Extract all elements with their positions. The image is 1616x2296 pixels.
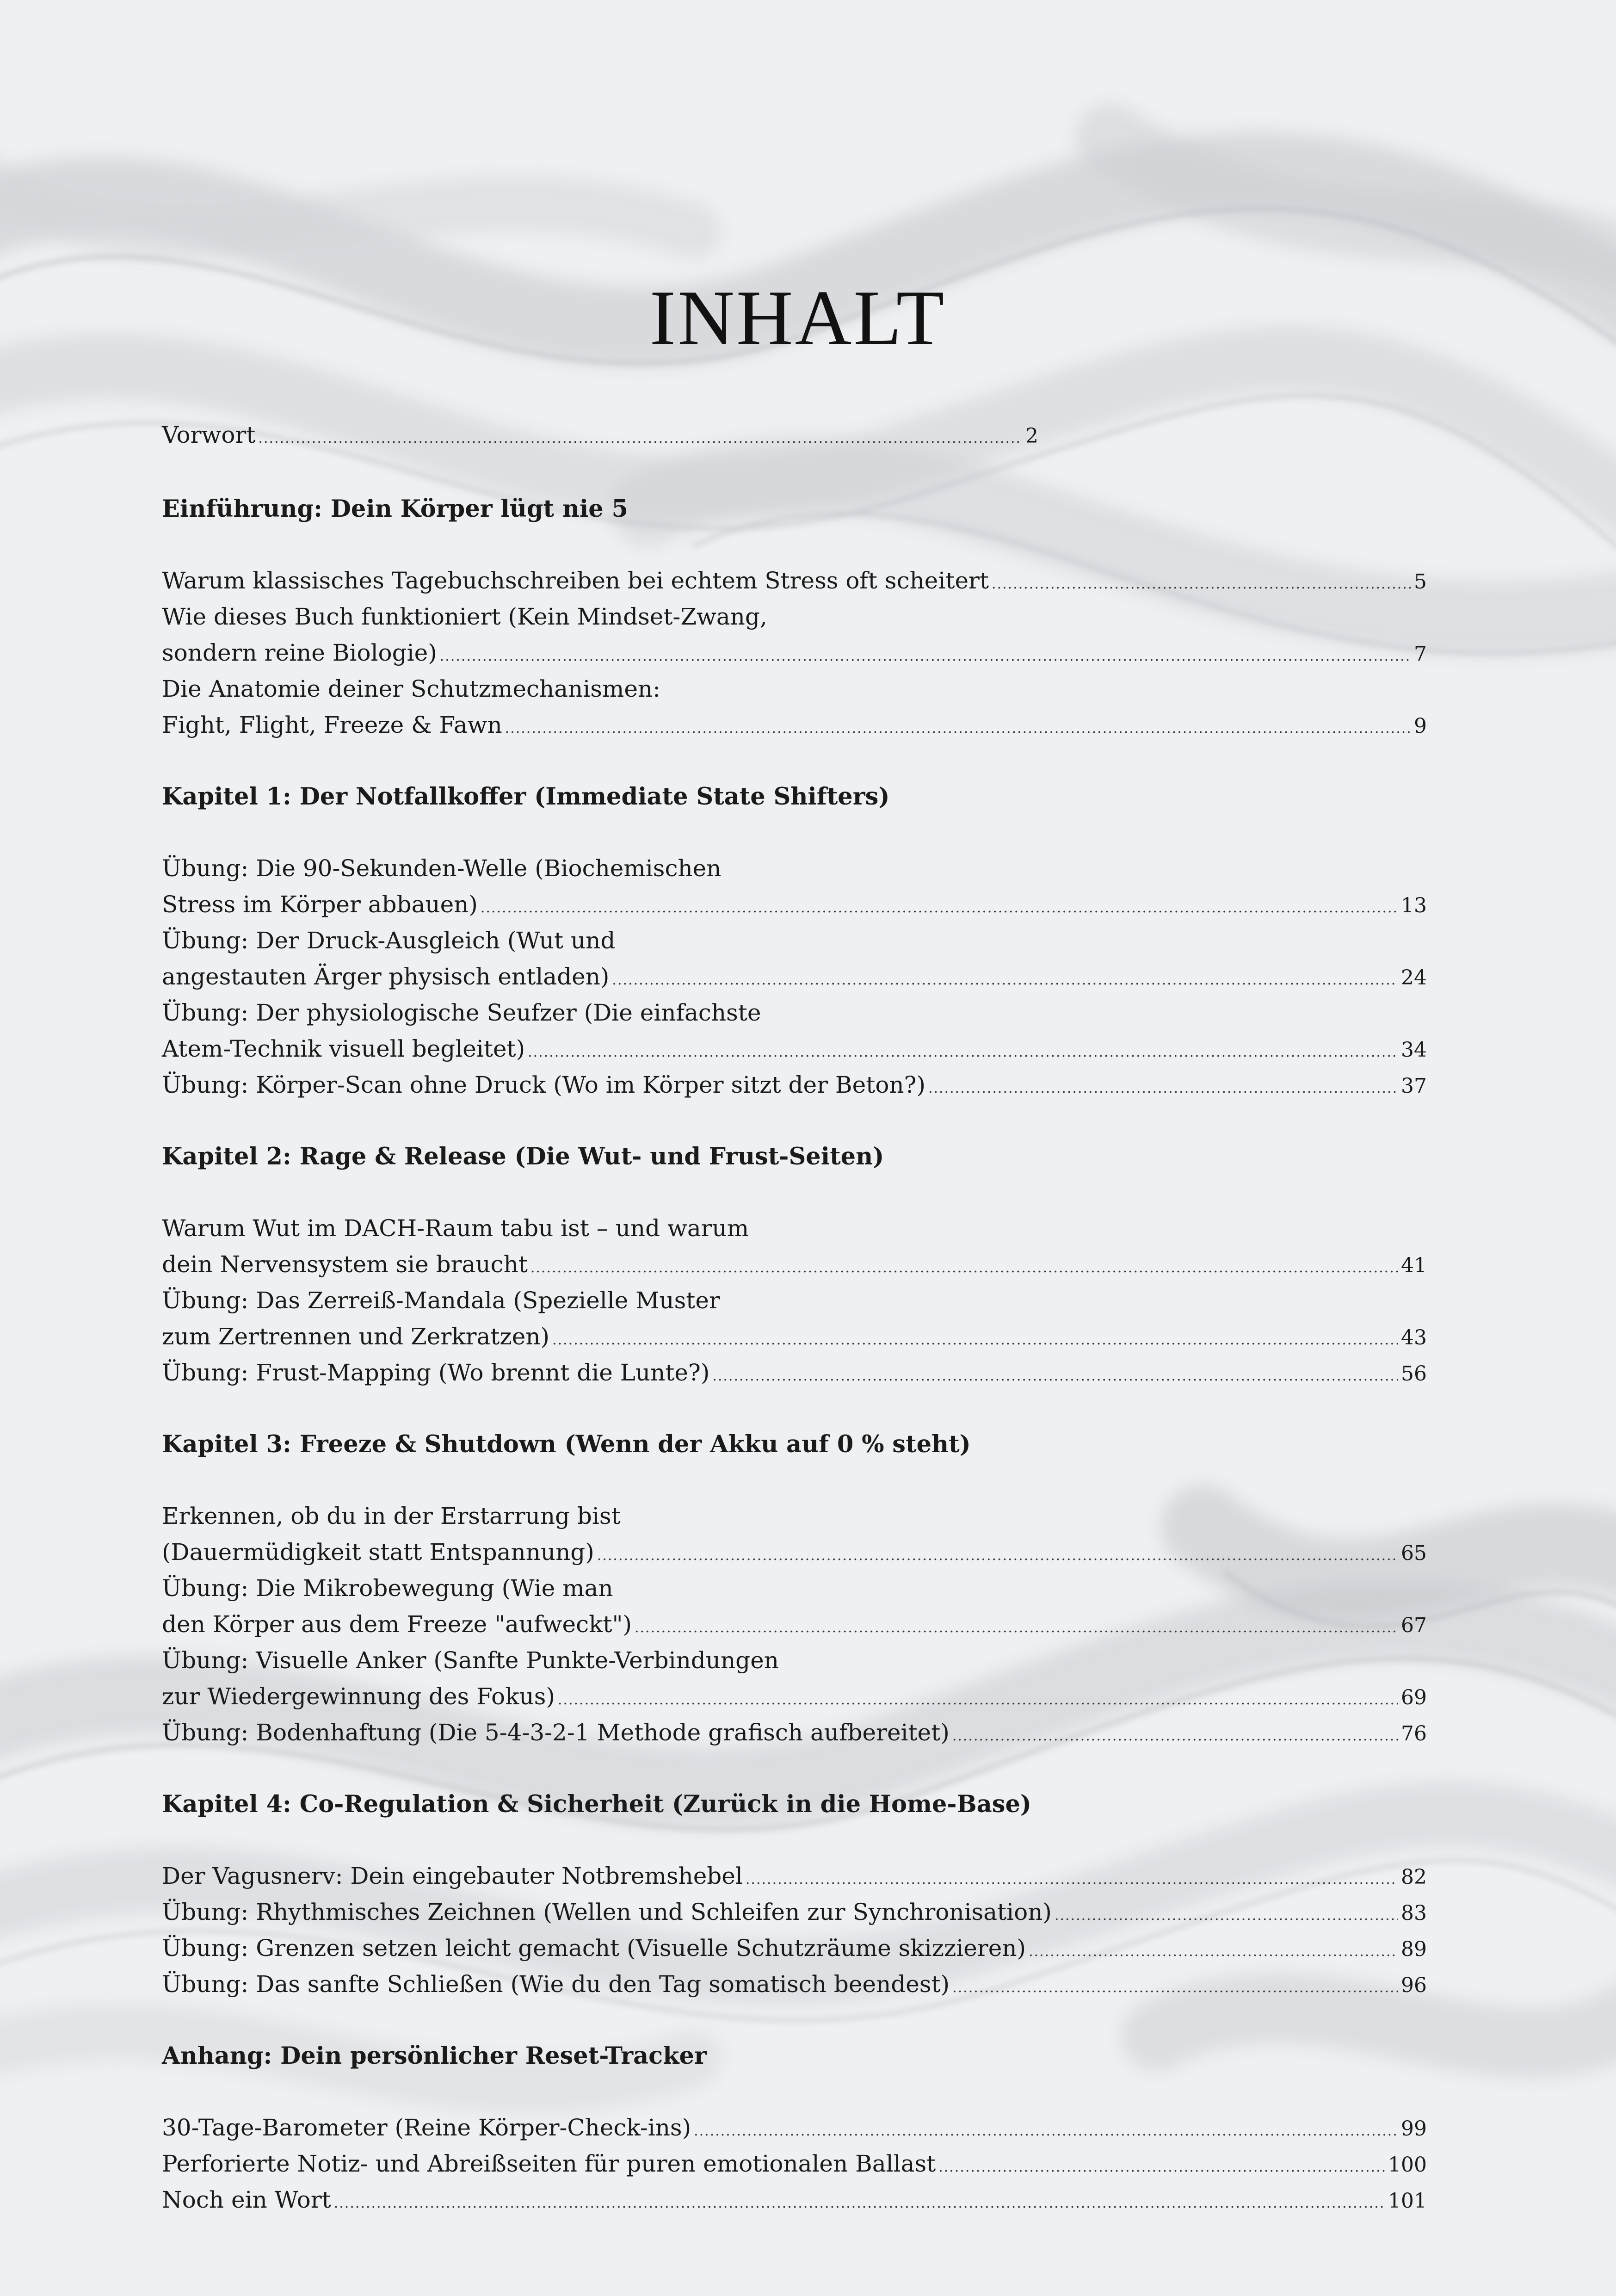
toc-entry — [162, 1680, 1427, 1713]
toc-page-number: 9 — [1414, 714, 1427, 738]
toc-entry-line: Übung: Der Druck-Ausgleich (Wut und — [162, 927, 616, 954]
toc-section-heading: Kapitel 3: Freeze & Shutdown (Wenn der Akku auf 0 % steht) — [162, 1430, 971, 1458]
dot-leader — [694, 2115, 1398, 2147]
toc-page-number: 83 — [1401, 1901, 1427, 1925]
toc-entry-title: Übung: Körper-Scan ohne Druck (Wo im Körper sitzt der Beton?) — [162, 1071, 925, 1098]
toc-entry — [162, 1069, 1427, 1101]
toc-page-number: 100 — [1388, 2153, 1427, 2177]
toc-entry-title: Noch ein Wort — [162, 2186, 331, 2213]
toc-entry — [162, 1932, 1427, 1964]
toc-entry-title: Stress im Körper abbauen) — [162, 891, 478, 918]
dot-leader — [712, 1360, 1398, 1392]
toc-entry — [162, 1860, 1427, 1892]
dot-leader — [440, 640, 1411, 673]
dot-leader — [746, 1863, 1398, 1896]
toc-entry-title: zum Zertrennen und Zerkratzen) — [162, 1323, 550, 1350]
toc-entry — [162, 1356, 1427, 1389]
dot-leader — [1029, 1936, 1398, 1968]
toc-entry-title: (Dauermüdigkeit statt Entspannung) — [162, 1539, 594, 1566]
toc-page-number: 96 — [1401, 1974, 1427, 1997]
toc-page-number: 2 — [1025, 424, 1038, 448]
toc-page-number: 67 — [1401, 1614, 1427, 1637]
toc-entry-line: Übung: Visuelle Anker (Sanfte Punkte-Verbindungen — [162, 1647, 779, 1674]
toc-entry — [162, 2184, 1427, 2216]
toc-entry — [162, 1033, 1427, 1065]
toc-page-number: 76 — [1401, 1722, 1427, 1745]
toc-entry-title: Übung: Rhythmisches Zeichnen (Wellen und Schleifen zur Synchronisation) — [162, 1899, 1052, 1925]
toc-page-number: 41 — [1401, 1254, 1427, 1277]
toc-page-number: 82 — [1401, 1865, 1427, 1889]
toc-entry-line: Übung: Das Zerreiß-Mandala (Spezielle Muster — [162, 1287, 720, 1314]
toc-entry — [162, 960, 1427, 993]
dot-leader — [530, 1252, 1398, 1284]
toc-entry — [162, 1320, 1427, 1353]
toc-page-number: 43 — [1401, 1326, 1427, 1349]
dot-leader — [558, 1684, 1398, 1716]
toc-entry-line: Übung: Die 90-Sekunden-Welle (Biochemischen — [162, 855, 722, 882]
toc-entry-title: 30-Tage-Barometer (Reine Körper-Check-ins) — [162, 2114, 691, 2141]
toc-entry — [162, 637, 1427, 669]
toc-entry-title: Der Vagusnerv: Dein eingebauter Notbremshebel — [162, 1863, 743, 1889]
toc-entry — [162, 2111, 1427, 2144]
toc-entry-line: Warum Wut im DACH-Raum tabu ist – und warum — [162, 1215, 749, 1242]
toc-page-number: 101 — [1388, 2189, 1427, 2213]
toc-page-number: 89 — [1401, 1937, 1427, 1961]
toc-section-heading: Einführung: Dein Körper lügt nie 5 — [162, 495, 628, 523]
toc-entry — [162, 888, 1427, 921]
toc-page-number: 34 — [1401, 1038, 1427, 1062]
toc-entry — [162, 419, 1038, 451]
dot-leader — [552, 1324, 1398, 1356]
dot-leader — [1055, 1900, 1398, 1932]
toc-entry-line: Die Anatomie deiner Schutzmechanismen: — [162, 675, 660, 702]
toc-section-heading: Kapitel 1: Der Notfallkoffer (Immediate State Shifters) — [162, 783, 890, 811]
dot-leader — [938, 2151, 1385, 2184]
toc-entry — [162, 2147, 1427, 2180]
dot-leader — [992, 568, 1411, 600]
page-title: INHALT — [649, 274, 946, 361]
toc-entry — [162, 564, 1427, 597]
toc-entry-title: Übung: Das sanfte Schließen (Wie du den Tag somatisch beendest) — [162, 1971, 950, 1998]
dot-leader — [612, 964, 1398, 996]
toc-page-number: 99 — [1401, 2117, 1427, 2141]
toc-entry — [162, 1896, 1427, 1928]
toc-entry-title: den Körper aus dem Freeze "aufweckt") — [162, 1611, 632, 1638]
dot-leader — [481, 892, 1398, 924]
toc-page-number: 37 — [1401, 1074, 1427, 1098]
dot-leader — [258, 422, 1023, 455]
toc-page-number: 24 — [1401, 966, 1427, 990]
dot-leader — [334, 2187, 1385, 2220]
dot-leader — [928, 1072, 1398, 1105]
toc-entry-title: sondern reine Biologie) — [162, 639, 437, 666]
toc-page-number: 13 — [1401, 894, 1427, 917]
toc-entry-title: dein Nervensystem sie braucht — [162, 1251, 528, 1278]
toc-page-number: 65 — [1401, 1541, 1427, 1565]
toc-section-heading: Kapitel 4: Co-Regulation & Sicherheit (Zurück in die Home-Base) — [162, 1790, 1032, 1818]
dot-leader — [952, 1720, 1398, 1752]
toc-entry — [162, 1536, 1427, 1568]
toc-entry-title: Warum klassisches Tagebuchschreiben bei echtem Stress oft scheitert — [162, 567, 989, 594]
toc-entry — [162, 1248, 1427, 1281]
toc-entry-title: Übung: Grenzen setzen leicht gemacht (Visuelle Schutzräume skizzieren) — [162, 1935, 1026, 1962]
toc-page-number: 69 — [1401, 1686, 1427, 1709]
toc-entry-title: Fight, Flight, Freeze & Fawn — [162, 712, 502, 738]
toc-page-number: 56 — [1401, 1362, 1427, 1386]
toc-entry-line: Übung: Der physiologische Seufzer (Die einfachste — [162, 999, 761, 1026]
toc-entry-title: Perforierte Notiz- und Abreißseiten für puren emotionalen Ballast — [162, 2150, 936, 2177]
toc-page-number: 7 — [1414, 642, 1427, 666]
toc-entry-title: Atem-Technik visuell begleitet) — [162, 1035, 525, 1062]
dot-leader — [597, 1540, 1398, 1572]
toc-section-heading: Anhang: Dein persönlicher Reset-Tracker — [162, 2042, 707, 2070]
toc-entry-line: Erkennen, ob du in der Erstarrung bist — [162, 1503, 621, 1529]
toc-entry — [162, 1968, 1427, 2000]
dot-leader — [635, 1612, 1398, 1644]
dot-leader — [952, 1972, 1398, 2004]
toc-entry-title: Übung: Frust-Mapping (Wo brennt die Lunte?) — [162, 1359, 710, 1386]
toc-entry — [162, 1716, 1427, 1749]
dot-leader — [528, 1036, 1398, 1069]
toc-entry-title: angestauten Ärger physisch entladen) — [162, 963, 610, 990]
toc-section-heading: Kapitel 2: Rage & Release (Die Wut- und Frust-Seiten) — [162, 1143, 884, 1170]
toc-page-number: 5 — [1414, 570, 1427, 594]
toc-entry-title: zur Wiedergewinnung des Fokus) — [162, 1683, 555, 1710]
toc-entry-title: Vorwort — [162, 421, 256, 448]
dot-leader — [505, 712, 1411, 745]
toc-entry — [162, 709, 1427, 741]
toc-entry — [162, 1608, 1427, 1640]
toc-entry-line: Wie dieses Buch funktioniert (Kein Mindset-Zwang, — [162, 603, 767, 630]
toc-entry-line: Übung: Die Mikrobewegung (Wie man — [162, 1575, 613, 1602]
toc-entry-title: Übung: Bodenhaftung (Die 5-4-3-2-1 Methode grafisch aufbereitet) — [162, 1719, 950, 1746]
